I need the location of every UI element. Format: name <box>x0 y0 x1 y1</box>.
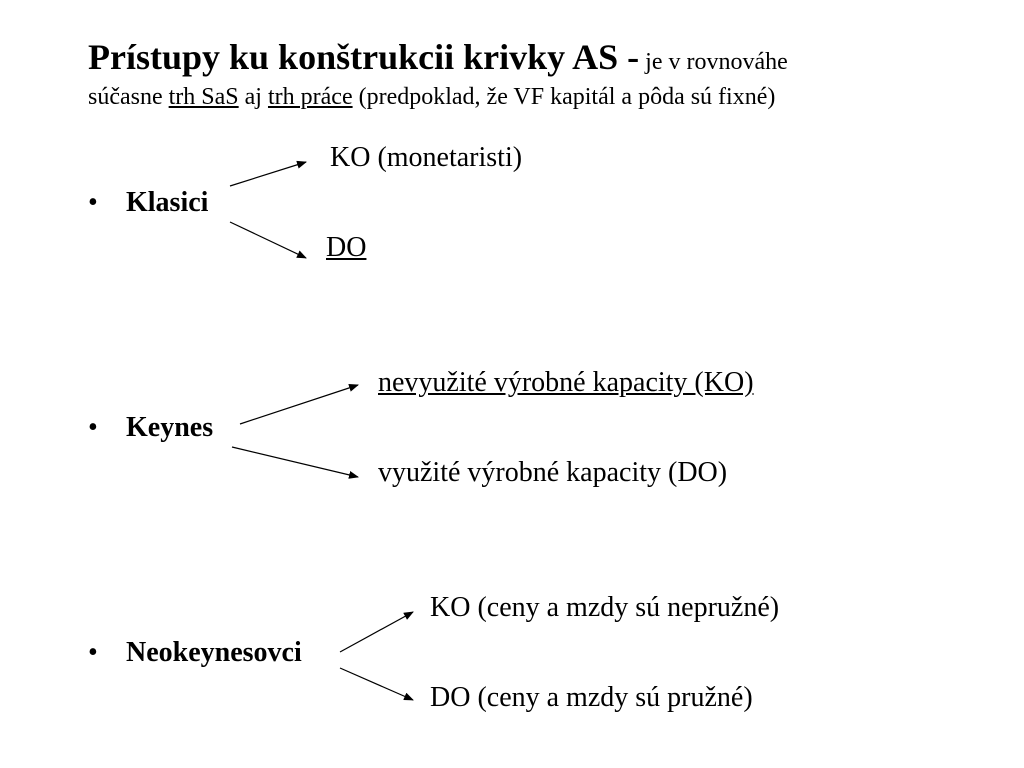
subline-prefix: súčasne <box>88 84 169 110</box>
arrow-keynes-lower <box>232 447 358 477</box>
arrow-neokeynesovci-upper <box>340 612 413 652</box>
arrow-keynes-upper <box>240 385 358 424</box>
market-sas: trh SaS <box>168 84 239 110</box>
keynes-upper: nevyužité výrobné kapacity (KO) <box>378 367 754 398</box>
arrow-klasici-lower <box>230 222 306 258</box>
bullet-klasici: Klasici <box>126 187 209 218</box>
bullet-marker: • <box>88 637 98 668</box>
bullet-marker: • <box>88 187 98 218</box>
market-labor: trh práce <box>267 84 353 110</box>
keynes-lower: využité výrobné kapacity (DO) <box>378 457 728 488</box>
bullet-keynes: Keynes <box>126 412 214 443</box>
neokeynesovci-upper: KO (ceny a mzdy sú nepružné) <box>430 592 780 623</box>
title-main: Prístupy ku konštrukcii krivky AS - <box>88 37 640 77</box>
title-tail: je v rovnováhe <box>639 49 788 75</box>
neokeynesovci-lower: DO (ceny a mzdy sú pružné) <box>430 682 753 713</box>
bullet-neokeynesovci: Neokeynesovci <box>126 637 302 668</box>
klasici-lower: DO <box>326 232 367 263</box>
arrow-neokeynesovci-lower <box>340 668 413 700</box>
subline-conj: aj <box>238 84 268 110</box>
klasici-upper: KO (monetaristi) <box>330 142 523 173</box>
subline-suffix: (predpoklad, že VF kapitál a pôda sú fixné) <box>352 84 776 110</box>
bullet-marker: • <box>88 412 98 443</box>
arrow-klasici-upper <box>230 162 306 186</box>
